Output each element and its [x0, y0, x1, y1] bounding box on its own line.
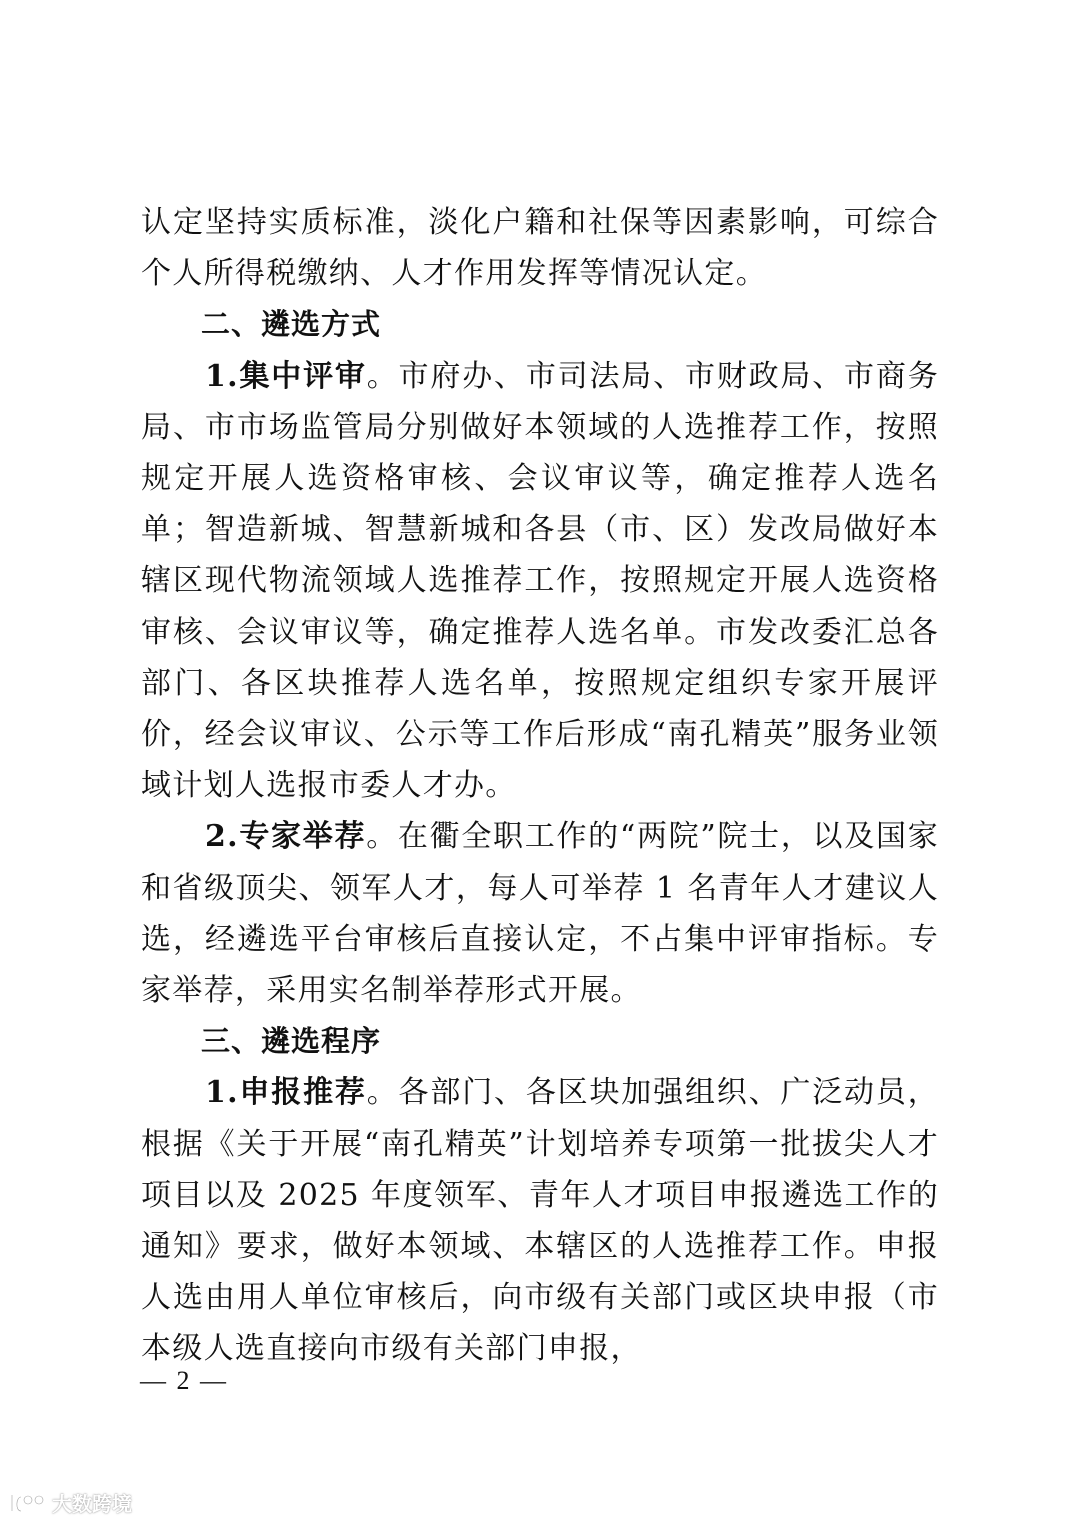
item-lead-centralized-review: 1.集中评审: [205, 358, 367, 394]
item-text-centralized-review: 。市府办、市司法局、市财政局、市商务局、市市场监管局分别做好本领域的人选推荐工作，按照规定开展人选资格审核、会议审议等，确定推荐人选名单；智造新城、智慧新城和各县（市、区）发改局做好本辖区现代物流领域人选推荐工作，按照规定开展人选资格审核、会议审议等，确定推荐人选名单。市发改委汇总各部门、各区块推荐人选名单，按照规定组织专家开展评价，经会议审议、公示等工作后形成“南孔精英”服务业领域计划人选报市委人才办。: [141, 358, 939, 804]
section-heading-selection-procedure: 三、遴选程序: [201, 1024, 382, 1059]
item-lead-expert-recommendation: 2.专家举荐: [205, 819, 367, 855]
paragraph-continuation: 认定坚持实质标准，淡化户籍和社保等因素影响，可综合个人所得税缴纳、人才作用发挥等情况认定。: [141, 205, 939, 292]
paragraph-application-recommendation: [141, 1067, 939, 1374]
item-text-application-recommendation: 。各部门、各区块加强组织、广泛动员，根据《关于开展“南孔精英”计划培养专项第一批拔尖人才项目以及 2025 年度领军、青年人才项目申报遴选工作的通知》要求，做好本领域、本辖区的人选推荐工作。申报人选由用人单位审核后，向市级有关部门或区块申报（市本级人选直接向市级有关部门申报，: [141, 1075, 939, 1367]
paragraph-expert-recommendation: [141, 811, 939, 1016]
watermark: [8, 1488, 132, 1517]
document-body: [141, 197, 939, 1375]
page-number: — 2 —: [140, 1366, 228, 1395]
item-lead-application-recommendation: 1.申报推荐: [205, 1075, 367, 1111]
item-text-expert-recommendation: 。在衢全职工作的“两院”院士，以及国家和省级顶尖、领军人才，每人可举荐 1 名青年人才建议人选，经遴选平台审核后直接认定，不占集中评审指标。专家举荐，采用实名制举荐形式开展。: [141, 819, 939, 1009]
paragraph-centralized-review: [141, 351, 939, 812]
watermark-text: 大数跨境: [52, 1492, 132, 1516]
brand-logo-icon: [8, 1491, 48, 1515]
section-heading-selection-method: 二、遴选方式: [201, 307, 382, 342]
